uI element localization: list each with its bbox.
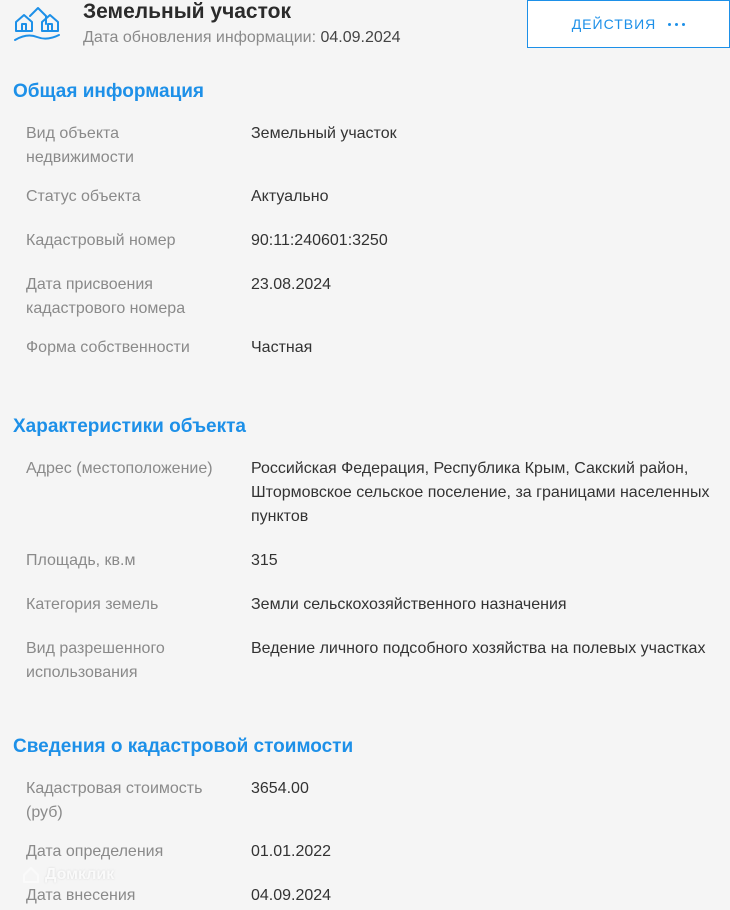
- row-label: Кадастровый номер: [26, 232, 176, 249]
- row-value: 04.09.2024: [251, 887, 332, 904]
- land-plot-houses-icon: [12, 4, 62, 44]
- row-label: Адрес (местоположение): [26, 460, 213, 477]
- row-value: Частная: [251, 339, 313, 356]
- row-label: Статус объекта: [26, 188, 141, 205]
- house-icon: [22, 866, 40, 884]
- watermark-text: Домклик: [45, 866, 115, 883]
- row-value: Земельный участок: [251, 125, 397, 142]
- watermark: [22, 866, 114, 884]
- actions-button-label: ДЕЙСТВИЯ: [571, 16, 657, 32]
- row-label: Кадастровая стоимость (руб): [26, 780, 203, 821]
- row-label: Категория земель: [26, 596, 159, 613]
- row-label: Форма собственности: [26, 339, 190, 356]
- update-date: [83, 29, 401, 47]
- row-value: Актуально: [251, 188, 329, 205]
- row-value: Российская Федерация, Республика Крым, Сакский район, Штормовское сельское поселение, за границами населенных пунктов: [251, 460, 710, 525]
- row-value: Земли сельскохозяйственного назначения: [251, 596, 567, 613]
- row-value: 3654.00: [251, 780, 309, 797]
- row-label: Дата внесения: [26, 887, 136, 904]
- actions-button[interactable]: [527, 0, 730, 48]
- header: [0, 0, 730, 62]
- row-label: Дата определения: [26, 843, 164, 860]
- row-label: Вид разрешенного использования: [26, 640, 165, 681]
- row-value: Ведение личного подсобного хозяйства на полевых участках: [251, 640, 706, 657]
- row-value: 90:11:240601:3250: [251, 232, 388, 249]
- row-label: Вид объекта недвижимости: [26, 125, 134, 166]
- page-title: Земельный участок: [83, 0, 291, 23]
- row-label: Площадь, кв.м: [26, 552, 136, 569]
- row-label: Дата присвоения кадастрового номера: [26, 276, 186, 317]
- update-date-label: Дата обновления информации:: [83, 29, 317, 46]
- row-value: 01.01.2022: [251, 843, 332, 860]
- update-date-value: 04.09.2024: [320, 29, 401, 46]
- row-value: 315: [251, 552, 278, 569]
- section-title-characteristics: Характеристики объекта: [13, 416, 246, 437]
- more-dots-icon: [668, 23, 685, 26]
- section-title-cadastral-value: Сведения о кадастровой стоимости: [13, 736, 354, 757]
- row-value: 23.08.2024: [251, 276, 332, 293]
- section-title-general: Общая информация: [13, 81, 205, 102]
